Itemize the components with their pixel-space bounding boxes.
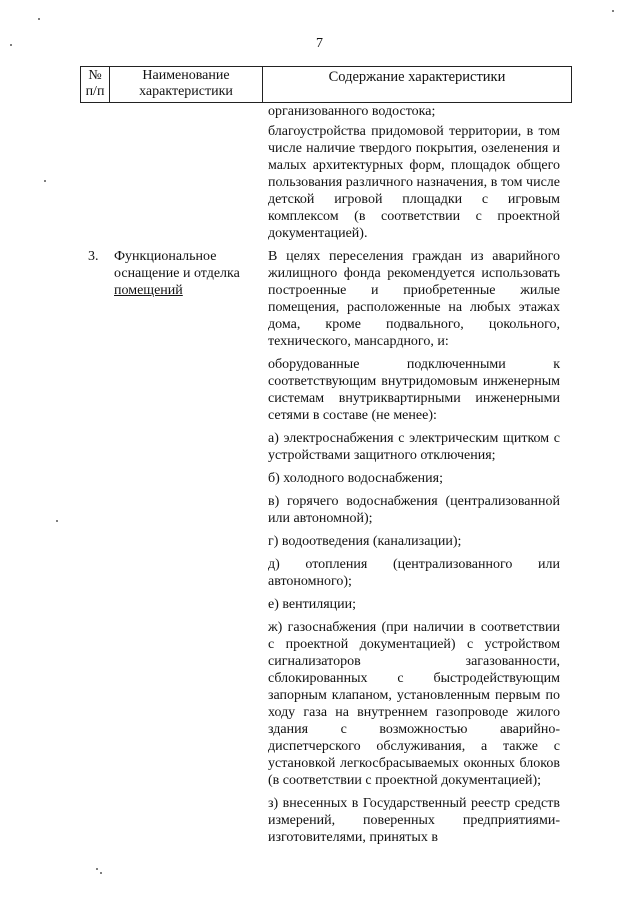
scan-speck [100, 872, 102, 874]
row-3-content [262, 248, 572, 846]
content-paragraph: В целях переселения граждан из аварийного жилищного фонда рекомендуется использовать построенные и приобретенные жилые помещения, расположенные на любых этажах дома, кроме подвального, цокольного, технического, мансардного, и: [268, 249, 560, 349]
content-paragraph: г) водоотведения (канализации); [268, 534, 462, 549]
characteristics-table [80, 66, 572, 846]
header-name-line-2: характеристики [139, 84, 233, 99]
content-paragraph: в) горячего водоснабжения (централизованной или автономной); [268, 494, 560, 526]
row-3-name [109, 248, 262, 846]
content-paragraph: е) вентиляции; [268, 597, 357, 612]
row-3-name-line-2: оснащение и отделка [114, 266, 240, 281]
scan-speck [612, 10, 614, 12]
table-header-row [80, 66, 572, 103]
scan-speck [56, 520, 58, 522]
content-paragraph: з) внесенных в Государственный реестр средств измерений, поверенных предприятиями-изготовителями, принятых в [268, 796, 560, 845]
content-line: организованного водостока; [268, 104, 436, 119]
scan-speck [96, 868, 98, 870]
scan-speck [44, 180, 46, 182]
header-num-line-1: № [88, 68, 102, 83]
header-content: Содержание характеристики [328, 69, 506, 85]
row-3-name-line-3: помещений [114, 283, 183, 298]
row-3-num: 3. [88, 249, 99, 264]
scan-speck [10, 44, 12, 46]
table-row-3 [80, 248, 572, 846]
scan-speck [38, 18, 40, 20]
content-paragraph: д) отопления (централизованного или автономного); [268, 557, 560, 589]
cell-content-continuation [262, 103, 572, 242]
header-num [81, 67, 110, 102]
header-name-line-1: Наименование [142, 68, 230, 83]
row-3-name-line-1: Функциональное [114, 249, 217, 264]
content-paragraph: б) холодного водоснабжения; [268, 471, 443, 486]
cell-name-empty [109, 103, 262, 242]
header-name [110, 67, 263, 102]
cell-num-empty [80, 103, 109, 242]
content-paragraph: ж) газоснабжения (при наличии в соответствии с проектной документацией) с устройством сигнализаторов загазованности, сблокированных с быстродействующим запорным клапаном, установленным первым по ходу газа на внутреннем газопроводе жилого здания с возможностью аварийно-диспетчерского обслуживания, а также с установкой легкосбрасываемых оконных блоков (в соответствии с проектной документацией); [268, 620, 560, 788]
table-row-continuation [80, 103, 572, 242]
page-number: 7 [316, 36, 323, 51]
header-num-line-2: п/п [85, 84, 105, 99]
content-paragraph: а) электроснабжения с электрическим щитком с устройствами защитного отключения; [268, 431, 560, 463]
content-paragraph: оборудованные подключенными к соответствующим внутридомовым инженерным системам внутриквартирными инженерными сетями в составе (не менее): [268, 357, 560, 423]
content-line: благоустройства придомовой территории, в том числе наличие твердого покрытия, озеленения и малых архитектурных форм, площадок общего пользования различного назначения, в том числе детской игровой площадки с игровым комплексом (в соответствии с проектной документацией). [268, 124, 560, 241]
